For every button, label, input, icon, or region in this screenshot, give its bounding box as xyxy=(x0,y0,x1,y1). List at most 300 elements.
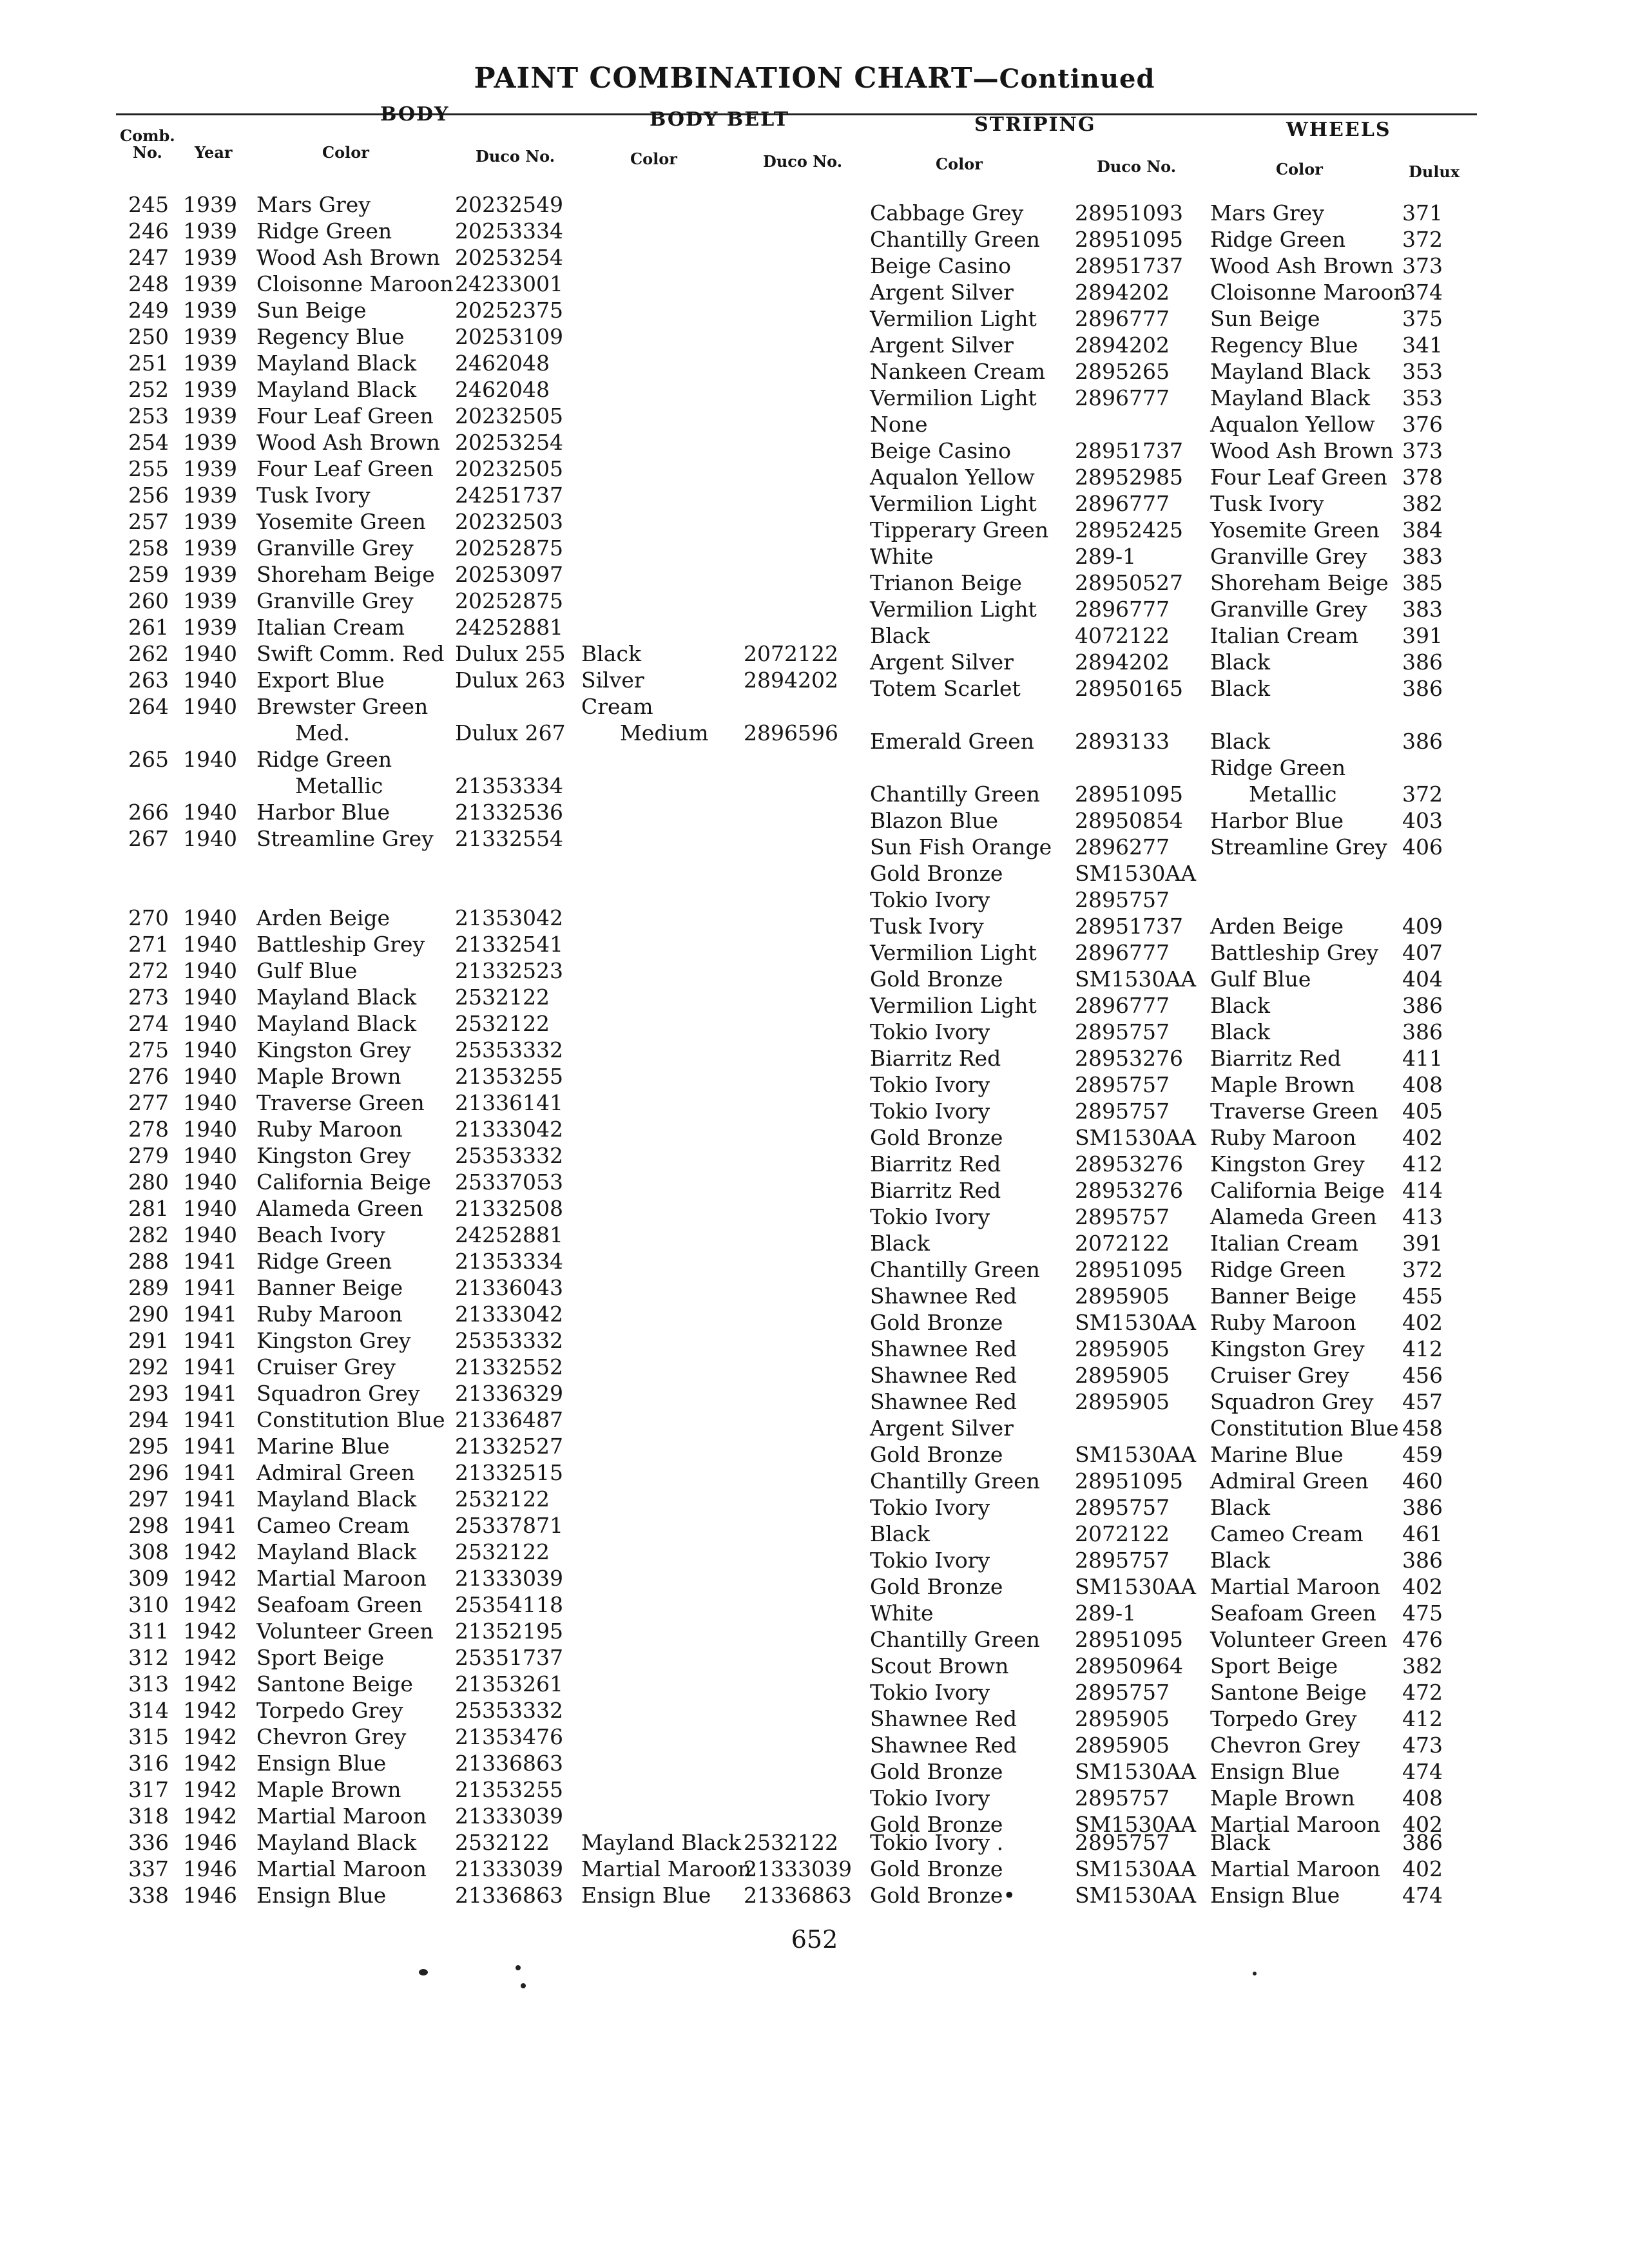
wheel-color-cell: Italian Cream xyxy=(1210,1231,1359,1256)
stripe-duco-cell: 2895757 xyxy=(1075,1099,1170,1124)
body-duco-cell: 20252875 xyxy=(455,535,563,561)
stripe-duco-cell: 2895757 xyxy=(1075,1072,1170,1097)
body-color-cell: Export Blue xyxy=(256,668,385,693)
body-duco-cell: 21332508 xyxy=(455,1196,563,1221)
belt-duco-cell: 2894202 xyxy=(744,668,838,693)
body-duco-cell: 24233001 xyxy=(455,271,563,296)
year-cell: 1940 xyxy=(183,932,237,957)
body-color-cell: Cameo Cream xyxy=(256,1513,410,1538)
stripe-color-cell: Vermilion Light xyxy=(870,491,1037,516)
header-year: Year xyxy=(195,143,233,162)
stripe-color-cell: Shawnee Red xyxy=(870,1733,1017,1758)
body-color-cell: Banner Beige xyxy=(256,1275,403,1300)
stripe-duco-cell: 289-1 xyxy=(1075,1600,1137,1626)
year-cell: 1940 xyxy=(183,958,237,983)
body-duco-cell: 21353261 xyxy=(455,1671,563,1696)
stripe-duco-cell: 2895757 xyxy=(1075,1204,1170,1229)
stripe-duco-cell: 2896277 xyxy=(1075,834,1170,860)
header-body-duco: Duco No. xyxy=(476,147,555,166)
stripe-color-cell: Tokio Ivory xyxy=(870,1072,990,1097)
wheel-color-cell: Wood Ash Brown xyxy=(1210,253,1394,278)
body-color-cell: Wood Ash Brown xyxy=(256,430,440,455)
year-cell: 1946 xyxy=(183,1830,237,1855)
wheel-dulux-cell: 457 xyxy=(1402,1389,1443,1414)
wheel-color-cell: Maple Brown xyxy=(1210,1072,1355,1097)
stripe-duco-cell: 2895265 xyxy=(1075,359,1170,384)
stripe-duco-cell: 28951737 xyxy=(1075,914,1183,939)
year-cell: 1939 xyxy=(183,430,237,455)
body-duco-cell: 2532122 xyxy=(455,1011,550,1036)
stripe-color-cell: Tokio Ivory . xyxy=(870,1830,1004,1855)
wheel-color-cell: Cruiser Grey xyxy=(1210,1363,1349,1388)
stripe-color-cell: Black xyxy=(870,1231,930,1256)
body-duco-cell: 20253254 xyxy=(455,430,563,455)
body-duco-cell: 20252375 xyxy=(455,298,563,323)
body-duco-cell: 20253109 xyxy=(455,324,563,349)
body-duco-cell: 2462048 xyxy=(455,377,550,402)
belt-color-cell: Cream xyxy=(581,694,653,719)
stripe-color-cell: Sun Fish Orange xyxy=(870,834,1052,860)
wheel-dulux-cell: 372 xyxy=(1402,227,1443,252)
body-color-cell: Yosemite Green xyxy=(256,509,426,534)
stripe-duco-cell: 28951093 xyxy=(1075,200,1183,226)
title-main: PAINT COMBINATION CHART xyxy=(474,62,973,95)
wheel-color-cell: Aqualon Yellow xyxy=(1210,412,1375,437)
wheel-dulux-cell: 455 xyxy=(1402,1283,1443,1309)
wheel-color-cell: Metallic xyxy=(1249,782,1337,807)
stripe-duco-cell: 2895757 xyxy=(1075,1785,1170,1811)
wheel-color-cell: Black xyxy=(1210,1830,1270,1855)
body-duco-cell: 2532122 xyxy=(455,1486,550,1512)
stripe-duco-cell: 2894202 xyxy=(1075,332,1170,358)
body-color-cell: Harbor Blue xyxy=(256,800,390,825)
year-cell: 1939 xyxy=(183,588,237,613)
comb-number: 274 xyxy=(128,1011,169,1036)
body-duco-cell: 21336863 xyxy=(455,1751,563,1776)
ink-speck xyxy=(521,1983,526,1988)
table-row xyxy=(0,1548,1629,1573)
belt-color-cell: Medium xyxy=(620,720,709,745)
table-row xyxy=(0,1310,1629,1336)
comb-number: 338 xyxy=(128,1883,169,1908)
stripe-duco-cell: SM1530AA xyxy=(1075,1125,1197,1150)
header-wheel-dulux: Dulux xyxy=(1409,162,1460,181)
body-duco-cell: 21353255 xyxy=(455,1777,563,1802)
table-row xyxy=(0,517,1629,543)
belt-color-cell: Black xyxy=(581,641,641,666)
belt-color-cell: Ensign Blue xyxy=(581,1883,711,1908)
wheel-dulux-cell: 386 xyxy=(1402,1019,1443,1044)
stripe-color-cell: Gold Bronze xyxy=(870,1812,1003,1837)
body-duco-cell: 2532122 xyxy=(455,985,550,1010)
body-color-cell: Mayland Black xyxy=(256,1486,417,1512)
stripe-color-cell: Shawnee Red xyxy=(870,1389,1017,1414)
year-cell: 1946 xyxy=(183,1883,237,1908)
wheel-color-cell: Ruby Maroon xyxy=(1210,1310,1356,1335)
wheel-dulux-cell: 375 xyxy=(1402,306,1443,331)
year-cell: 1940 xyxy=(183,1011,237,1036)
wheel-dulux-cell: 407 xyxy=(1402,940,1443,965)
body-color-cell: Mayland Black xyxy=(256,1011,417,1036)
table-row xyxy=(0,1125,1629,1151)
stripe-color-cell: Argent Silver xyxy=(870,280,1014,305)
body-color-cell: Ensign Blue xyxy=(256,1751,387,1776)
stripe-duco-cell: SM1530AA xyxy=(1075,1574,1197,1599)
table-row xyxy=(0,623,1629,649)
year-cell: 1942 xyxy=(183,1645,237,1670)
table-row xyxy=(0,1733,1629,1758)
body-color-cell: Marine Blue xyxy=(256,1434,390,1459)
stripe-color-cell: Argent Silver xyxy=(870,649,1014,675)
body-color-cell: Squadron Grey xyxy=(256,1381,420,1406)
stripe-duco-cell: 2895757 xyxy=(1075,1830,1170,1855)
belt-duco-cell: 21333039 xyxy=(744,1856,852,1881)
body-duco-cell: 21336329 xyxy=(455,1381,563,1406)
header-rule xyxy=(116,113,1477,115)
wheel-color-cell: Black xyxy=(1210,1019,1270,1044)
comb-number: 293 xyxy=(128,1381,169,1406)
wheel-dulux-cell: 383 xyxy=(1402,597,1443,622)
body-duco-cell: 24252881 xyxy=(455,1222,563,1247)
wheel-color-cell: Cameo Cream xyxy=(1210,1521,1364,1546)
body-color-cell: Kingston Grey xyxy=(256,1143,411,1168)
header-body: BODY xyxy=(380,103,450,126)
year-cell: 1940 xyxy=(183,1196,237,1221)
stripe-color-cell: White xyxy=(870,544,934,569)
table-row xyxy=(0,782,1629,807)
year-cell: 1940 xyxy=(183,905,237,930)
comb-number: 264 xyxy=(128,694,169,719)
stripe-color-cell: Cabbage Grey xyxy=(870,200,1024,226)
body-color-cell: Kingston Grey xyxy=(256,1037,411,1062)
year-cell: 1939 xyxy=(183,615,237,640)
stripe-color-cell: Vermilion Light xyxy=(870,385,1037,410)
year-cell: 1940 xyxy=(183,1143,237,1168)
table-row xyxy=(0,1442,1629,1468)
stripe-duco-cell: 2072122 xyxy=(1075,1521,1170,1546)
stripe-duco-cell: SM1530AA xyxy=(1075,861,1197,886)
body-duco-cell: 21352195 xyxy=(455,1619,563,1644)
wheel-dulux-cell: 472 xyxy=(1402,1680,1443,1705)
year-cell: 1941 xyxy=(183,1328,237,1353)
body-color-cell: Shoreham Beige xyxy=(256,562,435,587)
stripe-duco-cell: SM1530AA xyxy=(1075,1883,1197,1908)
body-duco-cell: 21333039 xyxy=(455,1856,563,1881)
year-cell: 1946 xyxy=(183,1856,237,1881)
table-row xyxy=(0,676,1629,702)
belt-color-cell: Silver xyxy=(581,668,644,693)
stripe-color-cell: Beige Casino xyxy=(870,253,1012,278)
body-duco-cell: 20232505 xyxy=(455,403,563,428)
body-duco-cell: 20253097 xyxy=(455,562,563,587)
header-no: No. xyxy=(133,143,162,162)
year-cell: 1942 xyxy=(183,1803,237,1829)
body-duco-cell: 20253334 xyxy=(455,218,563,244)
year-cell: 1940 xyxy=(183,1222,237,1247)
comb-number: 271 xyxy=(128,932,169,957)
year-cell: 1942 xyxy=(183,1724,237,1749)
stripe-color-cell: Biarritz Red xyxy=(870,1046,1001,1071)
body-duco-cell: 24252881 xyxy=(455,615,563,640)
header-stripe-color: Color xyxy=(936,155,983,173)
stripe-color-cell: Tokio Ivory xyxy=(870,1019,990,1044)
stripe-duco-cell: 28951737 xyxy=(1075,253,1183,278)
comb-number: 245 xyxy=(128,192,169,217)
comb-number: 256 xyxy=(128,483,169,508)
stripe-color-cell: Tokio Ivory xyxy=(870,1548,990,1573)
page-number: 652 xyxy=(791,1925,838,1954)
year-cell: 1940 xyxy=(183,641,237,666)
wheel-dulux-cell: 412 xyxy=(1402,1336,1443,1361)
page-title xyxy=(0,62,1629,95)
year-cell: 1942 xyxy=(183,1751,237,1776)
body-color-cell: Gulf Blue xyxy=(256,958,358,983)
comb-number: 254 xyxy=(128,430,169,455)
table-row xyxy=(0,1883,1629,1908)
comb-number: 318 xyxy=(128,1803,169,1829)
stripe-duco-cell: 2896777 xyxy=(1075,385,1170,410)
table-row xyxy=(0,1495,1629,1521)
table-row xyxy=(0,1099,1629,1124)
wheel-color-cell: Chevron Grey xyxy=(1210,1733,1360,1758)
wheel-dulux-cell: 408 xyxy=(1402,1785,1443,1811)
comb-number: 261 xyxy=(128,615,169,640)
body-duco-cell: 24251737 xyxy=(455,483,563,508)
body-duco-cell: 25354118 xyxy=(455,1592,563,1617)
wheel-color-cell: Regency Blue xyxy=(1210,332,1358,358)
body-duco-cell: 21332536 xyxy=(455,800,563,825)
stripe-duco-cell: 289-1 xyxy=(1075,544,1137,569)
header-stripe-duco: Duco No. xyxy=(1097,157,1177,176)
wheel-color-cell: Ensign Blue xyxy=(1210,1759,1340,1784)
wheel-dulux-cell: 353 xyxy=(1402,359,1443,384)
wheel-color-cell: Squadron Grey xyxy=(1210,1389,1374,1414)
body-color-cell: Constitution Blue xyxy=(256,1407,445,1432)
table-row xyxy=(0,544,1629,570)
body-color-cell: Ruby Maroon xyxy=(256,1117,403,1142)
wheel-dulux-cell: 372 xyxy=(1402,1257,1443,1282)
wheel-dulux-cell: 382 xyxy=(1402,1653,1443,1678)
wheel-dulux-cell: 386 xyxy=(1402,1495,1443,1520)
comb-number: 255 xyxy=(128,456,169,481)
wheel-dulux-cell: 412 xyxy=(1402,1706,1443,1731)
body-duco-cell: 21336863 xyxy=(455,1883,563,1908)
wheel-dulux-cell: 402 xyxy=(1402,1856,1443,1881)
body-duco-cell: 21333039 xyxy=(455,1803,563,1829)
wheel-dulux-cell: 371 xyxy=(1402,200,1443,226)
stripe-color-cell: Tokio Ivory xyxy=(870,1680,990,1705)
wheel-dulux-cell: 459 xyxy=(1402,1442,1443,1467)
wheel-color-cell: Ensign Blue xyxy=(1210,1883,1340,1908)
wheel-dulux-cell: 460 xyxy=(1402,1468,1443,1494)
stripe-color-cell: Gold Bronze xyxy=(870,1442,1003,1467)
wheel-color-cell: Torpedo Grey xyxy=(1210,1706,1357,1731)
wheel-dulux-cell: 409 xyxy=(1402,914,1443,939)
body-color-cell: Volunteer Green xyxy=(256,1619,434,1644)
wheel-dulux-cell: 473 xyxy=(1402,1733,1443,1758)
belt-duco-cell: 2896596 xyxy=(744,720,838,745)
wheel-dulux-cell: 456 xyxy=(1402,1363,1443,1388)
stripe-duco-cell: SM1530AA xyxy=(1075,1812,1197,1837)
comb-number: 257 xyxy=(128,509,169,534)
table-row xyxy=(0,1600,1629,1626)
body-color-cell: Torpedo Grey xyxy=(256,1698,403,1723)
body-duco-cell: 21353255 xyxy=(455,1064,563,1089)
table-row xyxy=(0,332,1629,358)
stripe-color-cell: Biarritz Red xyxy=(870,1151,1001,1177)
comb-number: 259 xyxy=(128,562,169,587)
comb-number: 296 xyxy=(128,1460,169,1485)
stripe-duco-cell: 28951095 xyxy=(1075,1627,1183,1652)
body-duco-cell: 21332554 xyxy=(455,826,563,851)
stripe-color-cell: Biarritz Red xyxy=(870,1178,1001,1203)
body-color-cell: Ridge Green xyxy=(256,747,392,772)
wheel-dulux-cell: 404 xyxy=(1402,966,1443,992)
comb-number: 310 xyxy=(128,1592,169,1617)
stripe-duco-cell: 2896777 xyxy=(1075,597,1170,622)
table-row xyxy=(0,1759,1629,1785)
comb-number: 279 xyxy=(128,1143,169,1168)
table-row xyxy=(0,1363,1629,1389)
year-cell: 1940 xyxy=(183,800,237,825)
wheel-color-cell: Harbor Blue xyxy=(1210,808,1344,833)
body-color-cell: Cruiser Grey xyxy=(256,1354,396,1379)
comb-number: 308 xyxy=(128,1539,169,1564)
header-striping: STRIPING xyxy=(974,113,1096,136)
body-color-cell: Mayland Black xyxy=(256,1830,417,1855)
comb-number: 273 xyxy=(128,985,169,1010)
wheel-color-cell: Ruby Maroon xyxy=(1210,1125,1356,1150)
stripe-duco-cell: SM1530AA xyxy=(1075,1856,1197,1881)
wheel-color-cell: Mayland Black xyxy=(1210,359,1371,384)
body-color-cell: Martial Maroon xyxy=(256,1803,427,1829)
wheel-color-cell: Santone Beige xyxy=(1210,1680,1367,1705)
comb-number: 260 xyxy=(128,588,169,613)
comb-number: 251 xyxy=(128,351,169,376)
year-cell: 1939 xyxy=(183,192,237,217)
stripe-color-cell: Gold Bronze• xyxy=(870,1883,1016,1908)
stripe-duco-cell: 2896777 xyxy=(1075,491,1170,516)
year-cell: 1941 xyxy=(183,1486,237,1512)
stripe-duco-cell: 2895757 xyxy=(1075,1495,1170,1520)
wheel-dulux-cell: 378 xyxy=(1402,465,1443,490)
stripe-color-cell: Blazon Blue xyxy=(870,808,999,833)
stripe-color-cell: Gold Bronze xyxy=(870,1759,1003,1784)
comb-number: 336 xyxy=(128,1830,169,1855)
body-color-cell: Wood Ash Brown xyxy=(256,245,440,270)
header-belt-duco: Duco No. xyxy=(763,152,843,171)
year-cell: 1939 xyxy=(183,509,237,534)
body-duco-cell: 21333039 xyxy=(455,1566,563,1591)
body-color-cell: Battleship Grey xyxy=(256,932,425,957)
stripe-duco-cell: 2895905 xyxy=(1075,1733,1170,1758)
wheel-color-cell: Admiral Green xyxy=(1210,1468,1369,1494)
stripe-color-cell: Nankeen Cream xyxy=(870,359,1046,384)
wheel-color-cell: Mayland Black xyxy=(1210,385,1371,410)
wheel-dulux-cell: 382 xyxy=(1402,491,1443,516)
table-row xyxy=(0,570,1629,596)
comb-number: 247 xyxy=(128,245,169,270)
comb-number: 258 xyxy=(128,535,169,561)
stripe-duco-cell: 28951095 xyxy=(1075,1468,1183,1494)
wheel-dulux-cell: 408 xyxy=(1402,1072,1443,1097)
table-row xyxy=(0,755,1629,781)
body-duco-cell: 21333042 xyxy=(455,1117,563,1142)
body-color-cell: Beach Ivory xyxy=(256,1222,385,1247)
wheel-dulux-cell: 391 xyxy=(1402,1231,1443,1256)
body-duco-cell: 21332552 xyxy=(455,1354,563,1379)
year-cell: 1941 xyxy=(183,1434,237,1459)
table-row xyxy=(0,993,1629,1019)
year-cell: 1942 xyxy=(183,1592,237,1617)
stripe-duco-cell: 2894202 xyxy=(1075,649,1170,675)
table-row xyxy=(0,1468,1629,1494)
year-cell: 1940 xyxy=(183,694,237,719)
stripe-color-cell: Gold Bronze xyxy=(870,1574,1003,1599)
stripe-duco-cell: 2895757 xyxy=(1075,887,1170,912)
table-row xyxy=(0,491,1629,517)
stripe-color-cell: Tokio Ivory xyxy=(870,1204,990,1229)
stripe-color-cell: Chantilly Green xyxy=(870,227,1040,252)
comb-number: 277 xyxy=(128,1090,169,1115)
table-row xyxy=(0,200,1629,226)
stripe-duco-cell: 28950527 xyxy=(1075,570,1183,595)
body-color-cell: Granville Grey xyxy=(256,535,414,561)
wheel-color-cell: Four Leaf Green xyxy=(1210,465,1387,490)
comb-number: 290 xyxy=(128,1302,169,1327)
stripe-duco-cell: 28953276 xyxy=(1075,1151,1183,1177)
table-row xyxy=(0,465,1629,490)
stripe-color-cell: Trianon Beige xyxy=(870,570,1022,595)
wheel-color-cell: Granville Grey xyxy=(1210,597,1367,622)
wheel-dulux-cell: 391 xyxy=(1402,623,1443,648)
wheel-color-cell: Volunteer Green xyxy=(1210,1627,1387,1652)
stripe-duco-cell: 2895905 xyxy=(1075,1283,1170,1309)
body-duco-cell: 21333042 xyxy=(455,1302,563,1327)
year-cell: 1942 xyxy=(183,1671,237,1696)
table-row xyxy=(0,1653,1629,1679)
year-cell: 1940 xyxy=(183,1169,237,1195)
table-row xyxy=(0,1856,1629,1882)
comb-number: 248 xyxy=(128,271,169,296)
wheel-color-cell: Arden Beige xyxy=(1210,914,1344,939)
header-comb: Comb. xyxy=(120,126,175,145)
body-duco-cell: 20252875 xyxy=(455,588,563,613)
header-body-belt: BODY BELT xyxy=(650,108,790,131)
year-cell: 1941 xyxy=(183,1302,237,1327)
stripe-color-cell: Beige Casino xyxy=(870,438,1012,463)
comb-number: 289 xyxy=(128,1275,169,1300)
body-color-cell: Italian Cream xyxy=(256,615,405,640)
table-row xyxy=(0,1706,1629,1732)
title-continued: —Continued xyxy=(972,64,1155,94)
wheel-color-cell: Biarritz Red xyxy=(1210,1046,1342,1071)
table-row xyxy=(0,1785,1629,1811)
stripe-duco-cell: 2072122 xyxy=(1075,1231,1170,1256)
year-cell: 1939 xyxy=(183,298,237,323)
wheel-color-cell: Shoreham Beige xyxy=(1210,570,1389,595)
body-duco-cell: 25353332 xyxy=(455,1328,563,1353)
wheel-color-cell: Kingston Grey xyxy=(1210,1336,1365,1361)
wheel-color-cell: Tusk Ivory xyxy=(1210,491,1324,516)
stripe-color-cell: Chantilly Green xyxy=(870,1468,1040,1494)
stripe-color-cell: Tokio Ivory xyxy=(870,1099,990,1124)
table-row xyxy=(0,385,1629,411)
wheel-color-cell: Battleship Grey xyxy=(1210,940,1379,965)
year-cell: 1941 xyxy=(183,1249,237,1274)
stripe-duco-cell: 2895905 xyxy=(1075,1363,1170,1388)
year-cell: 1942 xyxy=(183,1566,237,1591)
